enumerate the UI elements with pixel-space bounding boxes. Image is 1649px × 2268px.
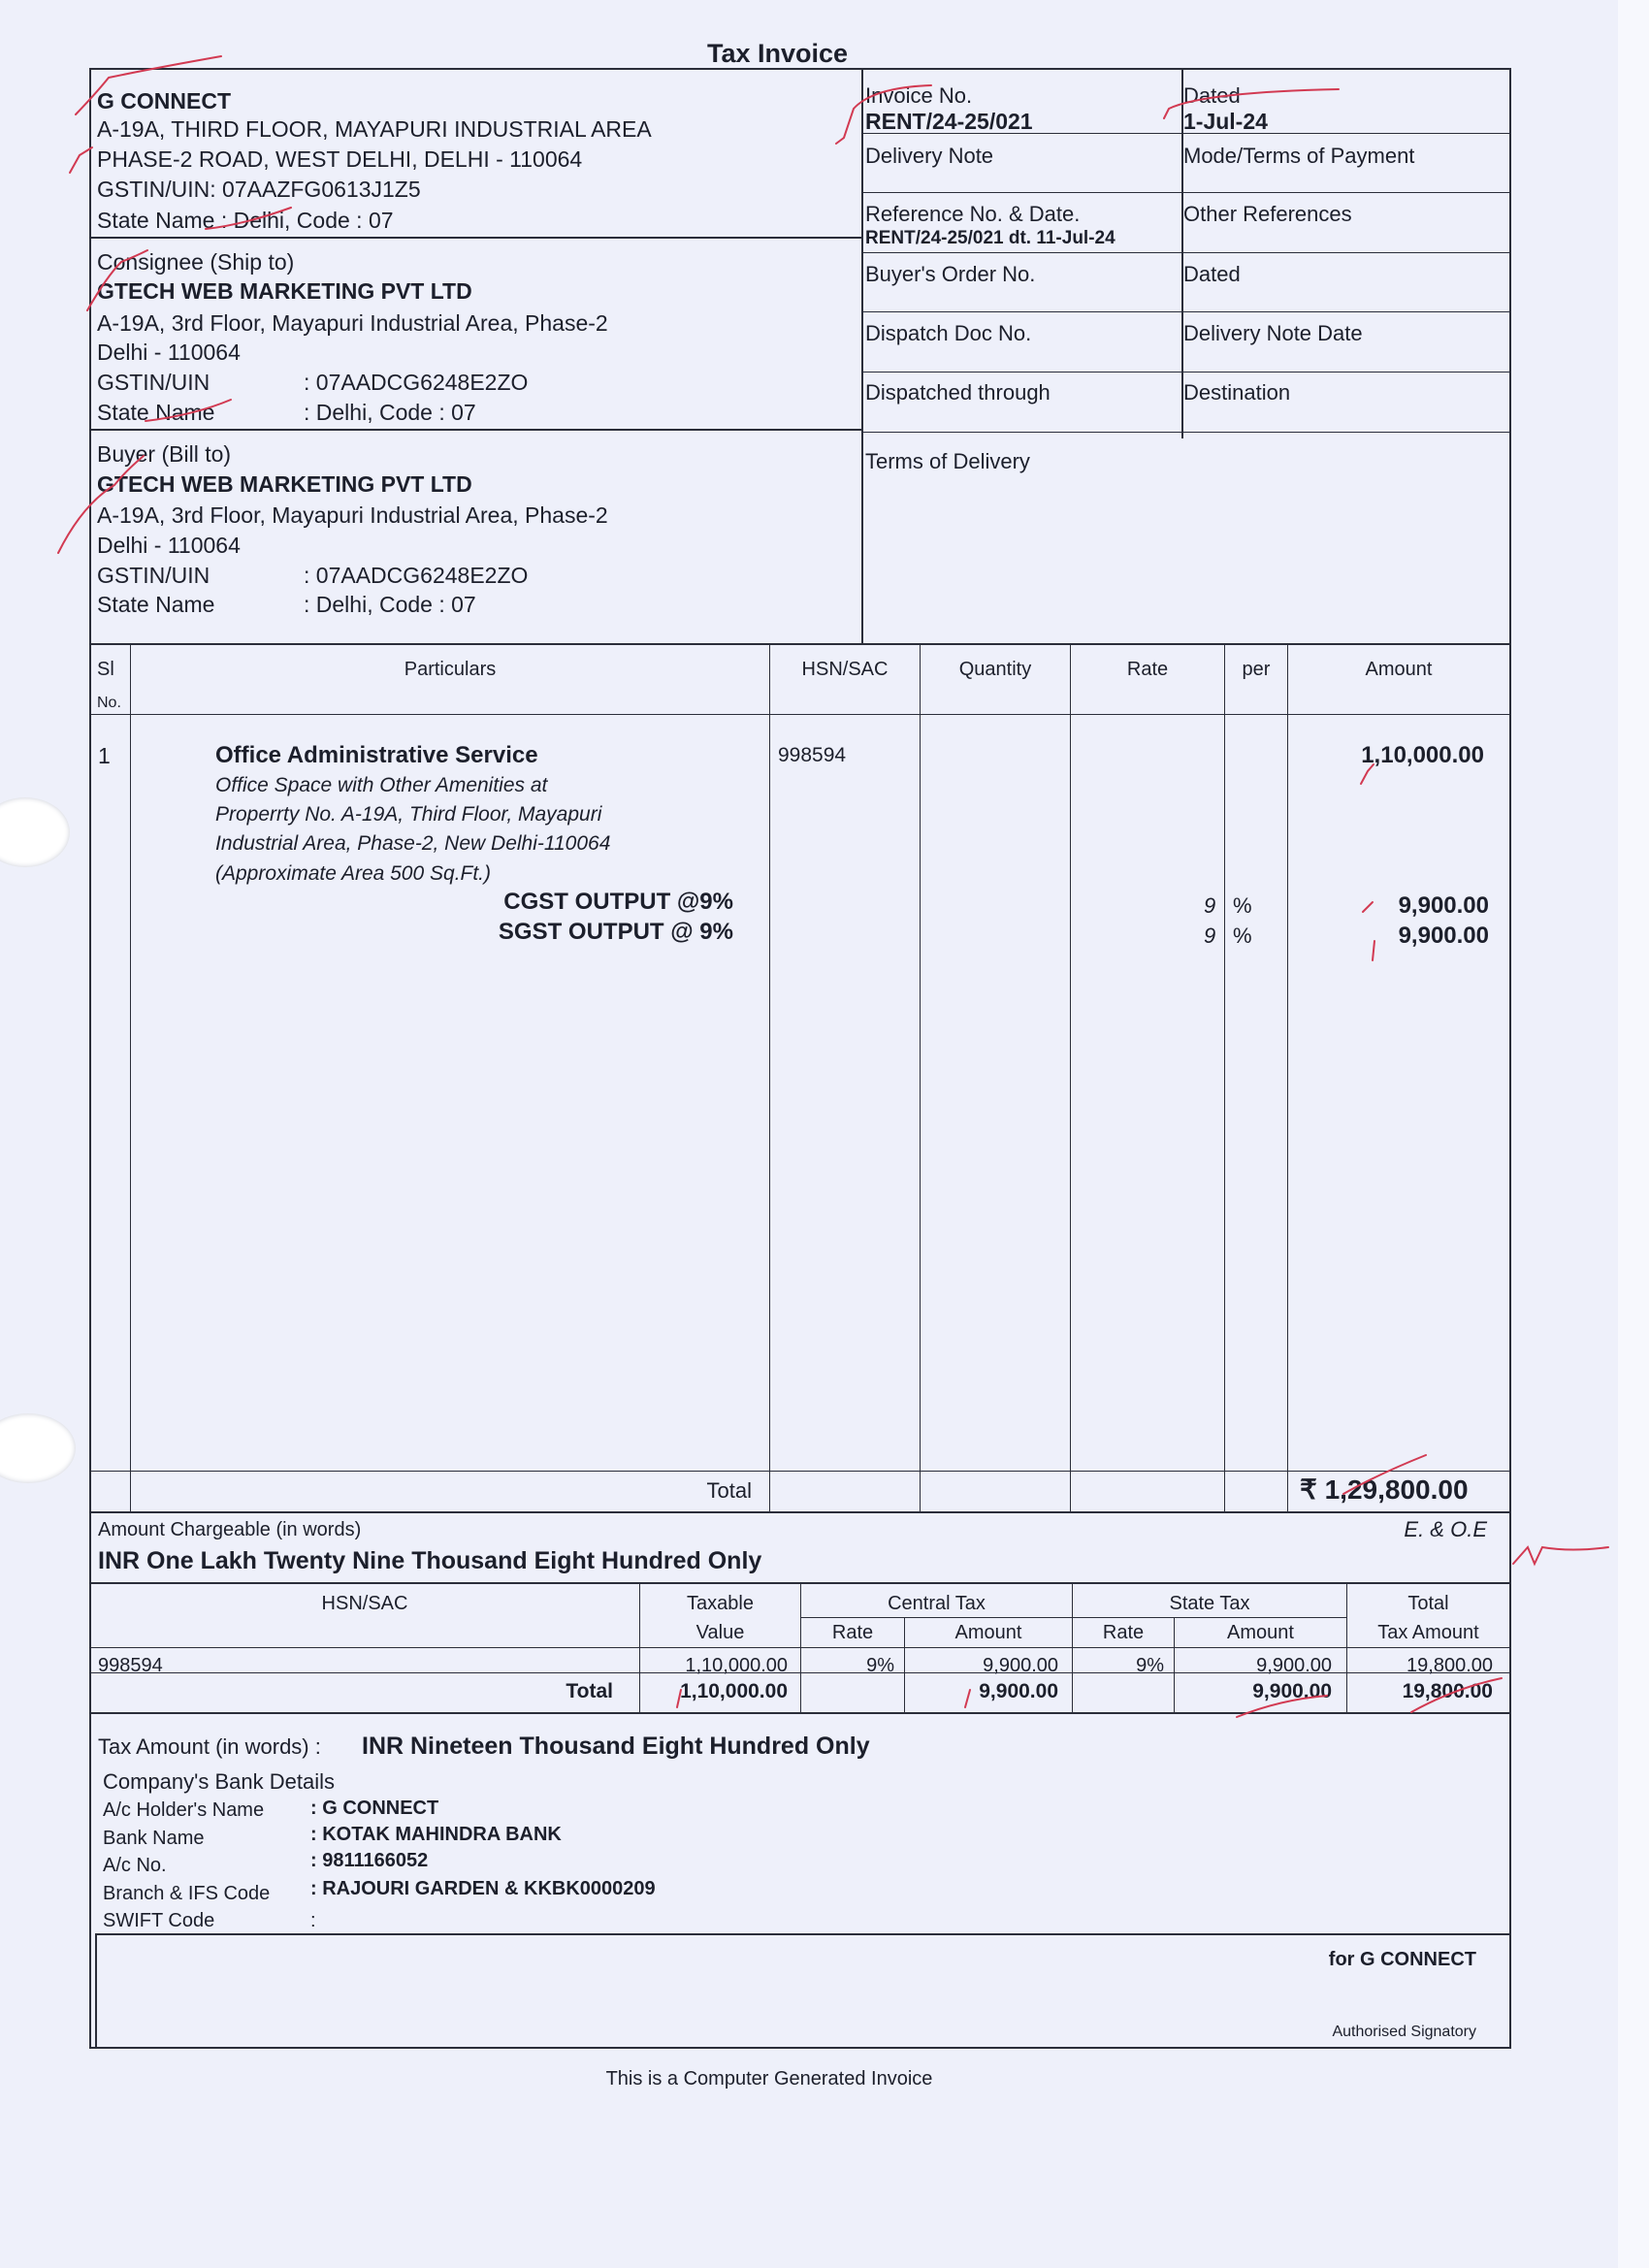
amount-words-value: INR One Lakh Twenty Nine Thousand Eight Hundred Only — [98, 1547, 762, 1574]
seller-name: G CONNECT — [97, 88, 231, 113]
item-desc-4: (Approximate Area 500 Sq.Ft.) — [215, 862, 492, 885]
taxtable-central-amount-header: Amount — [954, 1622, 1022, 1643]
taxtable-total-total: 19,800.00 — [1402, 1680, 1493, 1702]
seller-state: State Name : Delhi, Code : 07 — [97, 208, 394, 233]
taxtable-total-central-amount: 9,900.00 — [979, 1680, 1058, 1702]
seller-address-2: PHASE-2 ROAD, WEST DELHI, DELHI - 110064 — [97, 146, 583, 172]
cgst-per: % — [1233, 893, 1252, 918]
item-hsn: 998594 — [778, 744, 847, 766]
bank-acno-label: A/c No. — [103, 1855, 167, 1876]
footer-note: This is a Computer Generated Invoice — [605, 2068, 933, 2090]
item-desc-1: Office Space with Other Amenities at — [215, 774, 548, 796]
consignee-gstin-label: GSTIN/UIN — [97, 370, 210, 395]
item-amount: 1,10,000.00 — [1361, 742, 1484, 768]
item-desc-2: Properrty No. A-19A, Third Floor, Mayapuri — [215, 803, 602, 826]
for-company-label: for G CONNECT — [1328, 1949, 1476, 1970]
items-total-amount: ₹ 1,29,800.00 — [1300, 1474, 1469, 1505]
bank-name-label: Bank Name — [103, 1828, 205, 1849]
bank-name-value: : KOTAK MAHINDRA BANK — [310, 1824, 562, 1845]
item-name: Office Administrative Service — [215, 742, 538, 768]
consignee-name: GTECH WEB MARKETING PVT LTD — [97, 278, 472, 304]
taxtable-total-state-amount: 9,900.00 — [1252, 1680, 1332, 1702]
bank-swift-value: : — [310, 1910, 316, 1931]
dated-value: 1-Jul-24 — [1183, 109, 1268, 134]
taxtable-row-central-amount: 9,900.00 — [983, 1655, 1058, 1676]
pen-mark-eoe — [1513, 1547, 1608, 1564]
pen-tick-invoice — [836, 85, 931, 144]
consignee-address-1: A-19A, 3rd Floor, Mayapuri Industrial Area, Phase-2 — [97, 310, 608, 336]
col-sl-header: Sl — [97, 659, 114, 680]
col-per-header: per — [1242, 659, 1271, 680]
dated-label: Dated — [1183, 83, 1241, 108]
pen-tick-total — [1343, 1455, 1426, 1494]
taxtable-row-hsn: 998594 — [98, 1655, 163, 1676]
taxtable-state-amount-header: Amount — [1227, 1622, 1294, 1643]
taxtable-total-taxable: 1,10,000.00 — [680, 1680, 788, 1702]
sgst-amount: 9,900.00 — [1398, 923, 1489, 949]
buyer-name: GTECH WEB MARKETING PVT LTD — [97, 471, 472, 497]
taxtable-taxable-header-2: Value — [695, 1622, 745, 1643]
consignee-heading: Consignee (Ship to) — [97, 249, 295, 275]
sgst-rate: 9 — [1204, 923, 1216, 948]
dated-2-label: Dated — [1183, 262, 1241, 286]
taxtable-row-taxable: 1,10,000.00 — [685, 1655, 788, 1676]
mode-terms-label: Mode/Terms of Payment — [1183, 144, 1415, 168]
col-amount-header: Amount — [1365, 659, 1433, 680]
pen-tick-buyer — [58, 456, 144, 553]
dispatch-doc-label: Dispatch Doc No. — [865, 321, 1032, 345]
seller-address-1: A-19A, THIRD FLOOR, MAYAPURI INDUSTRIAL AREA — [97, 116, 652, 142]
buyer-heading: Buyer (Bill to) — [97, 441, 232, 467]
col-hsn-header: HSN/SAC — [801, 659, 889, 680]
col-quantity-header: Quantity — [958, 659, 1032, 680]
buyer-gstin-label: GSTIN/UIN — [97, 563, 210, 588]
buyer-address-1: A-19A, 3rd Floor, Mayapuri Industrial Area, Phase-2 — [97, 502, 608, 528]
taxtable-row-state-amount: 9,900.00 — [1256, 1655, 1332, 1676]
tax-words-label: Tax Amount (in words) : — [98, 1734, 321, 1759]
invoice-no-value: RENT/24-25/021 — [865, 109, 1033, 134]
eoe-label: E. & O.E — [1404, 1517, 1487, 1541]
bank-heading: Company's Bank Details — [103, 1769, 335, 1794]
pen-tick-state — [206, 208, 291, 229]
pen-tick-state-total — [1237, 1696, 1327, 1717]
item-desc-3: Industrial Area, Phase-2, New Delhi-110064 — [215, 832, 611, 855]
amount-words-label: Amount Chargeable (in words) — [98, 1519, 362, 1540]
buyer-state-label: State Name — [97, 592, 215, 617]
terms-of-delivery-label: Terms of Delivery — [865, 449, 1030, 473]
taxtable-total-header-2: Tax Amount — [1377, 1622, 1479, 1643]
taxtable-row-total: 19,800.00 — [1406, 1655, 1493, 1676]
pen-tick-central — [965, 1690, 970, 1707]
pen-tick-dated — [1164, 89, 1339, 118]
cgst-amount: 9,900.00 — [1398, 892, 1489, 919]
buyer-state-value: : Delhi, Code : 07 — [304, 592, 476, 617]
pen-tick-consignee-state — [146, 400, 231, 421]
pen-tick-seller — [76, 56, 221, 114]
dispatched-through-label: Dispatched through — [865, 380, 1051, 405]
taxtable-total-header-1: Total — [1407, 1593, 1449, 1614]
pen-tick-cgst — [1363, 902, 1373, 912]
taxtable-hsn-header: HSN/SAC — [321, 1593, 408, 1614]
consignee-state-value: : Delhi, Code : 07 — [304, 400, 476, 425]
pen-tick-taxable — [677, 1690, 681, 1707]
pen-tick-grand-total — [1411, 1678, 1502, 1712]
cgst-label: CGST OUTPUT @9% — [503, 889, 733, 915]
seller-gstin: GSTIN/UIN: 07AAZFG0613J1Z5 — [97, 177, 421, 202]
pen-tick-sgst — [1373, 941, 1374, 960]
tax-words-value: INR Nineteen Thousand Eight Hundred Only — [362, 1733, 870, 1760]
delivery-note-date-label: Delivery Note Date — [1183, 321, 1363, 345]
reference-label: Reference No. & Date. — [865, 202, 1081, 226]
item-sl: 1 — [98, 743, 111, 768]
col-rate-header: Rate — [1126, 659, 1169, 680]
bank-acno-value: : 9811166052 — [310, 1850, 429, 1871]
cgst-rate: 9 — [1204, 893, 1216, 918]
taxtable-row-central-rate: 9% — [866, 1655, 894, 1676]
delivery-note-label: Delivery Note — [865, 144, 994, 168]
consignee-gstin-value: : 07AADCG6248E2ZO — [304, 370, 529, 395]
buyer-address-2: Delhi - 110064 — [97, 533, 241, 558]
col-no-header: No. — [97, 695, 121, 711]
pen-tick-amount — [1361, 764, 1374, 784]
invoice-title: Tax Invoice — [707, 39, 849, 68]
taxtable-central-rate-header: Rate — [831, 1622, 874, 1643]
taxtable-state-header: State Tax — [1169, 1593, 1250, 1614]
bank-holder-label: A/c Holder's Name — [103, 1799, 265, 1821]
taxtable-taxable-header-1: Taxable — [687, 1593, 754, 1614]
destination-label: Destination — [1183, 380, 1291, 405]
pen-tick-seller-address — [70, 147, 92, 173]
sgst-per: % — [1233, 923, 1252, 948]
other-references-label: Other References — [1183, 202, 1352, 226]
taxtable-total-label: Total — [566, 1680, 613, 1702]
col-particulars-header: Particulars — [404, 659, 497, 680]
bank-branch-value: : RAJOURI GARDEN & KKBK0000209 — [310, 1878, 656, 1899]
pen-tick-consignee — [87, 250, 147, 310]
taxtable-row-state-rate: 9% — [1136, 1655, 1164, 1676]
buyers-order-label: Buyer's Order No. — [865, 262, 1036, 286]
bank-holder-value: : G CONNECT — [310, 1798, 439, 1819]
invoice-no-label: Invoice No. — [865, 83, 973, 108]
taxtable-central-header: Central Tax — [888, 1593, 986, 1614]
sgst-label: SGST OUTPUT @ 9% — [498, 919, 733, 945]
items-total-label: Total — [706, 1478, 752, 1503]
taxtable-state-rate-header: Rate — [1102, 1622, 1145, 1643]
consignee-address-2: Delhi - 110064 — [97, 340, 241, 365]
reference-value: RENT/24-25/021 dt. 11-Jul-24 — [865, 228, 1116, 248]
consignee-state-label: State Name — [97, 400, 215, 425]
bank-swift-label: SWIFT Code — [103, 1910, 215, 1931]
buyer-gstin-value: : 07AADCG6248E2ZO — [304, 563, 529, 588]
bank-branch-label: Branch & IFS Code — [103, 1883, 271, 1904]
authorised-signatory-label: Authorised Signatory — [1332, 2024, 1476, 2040]
